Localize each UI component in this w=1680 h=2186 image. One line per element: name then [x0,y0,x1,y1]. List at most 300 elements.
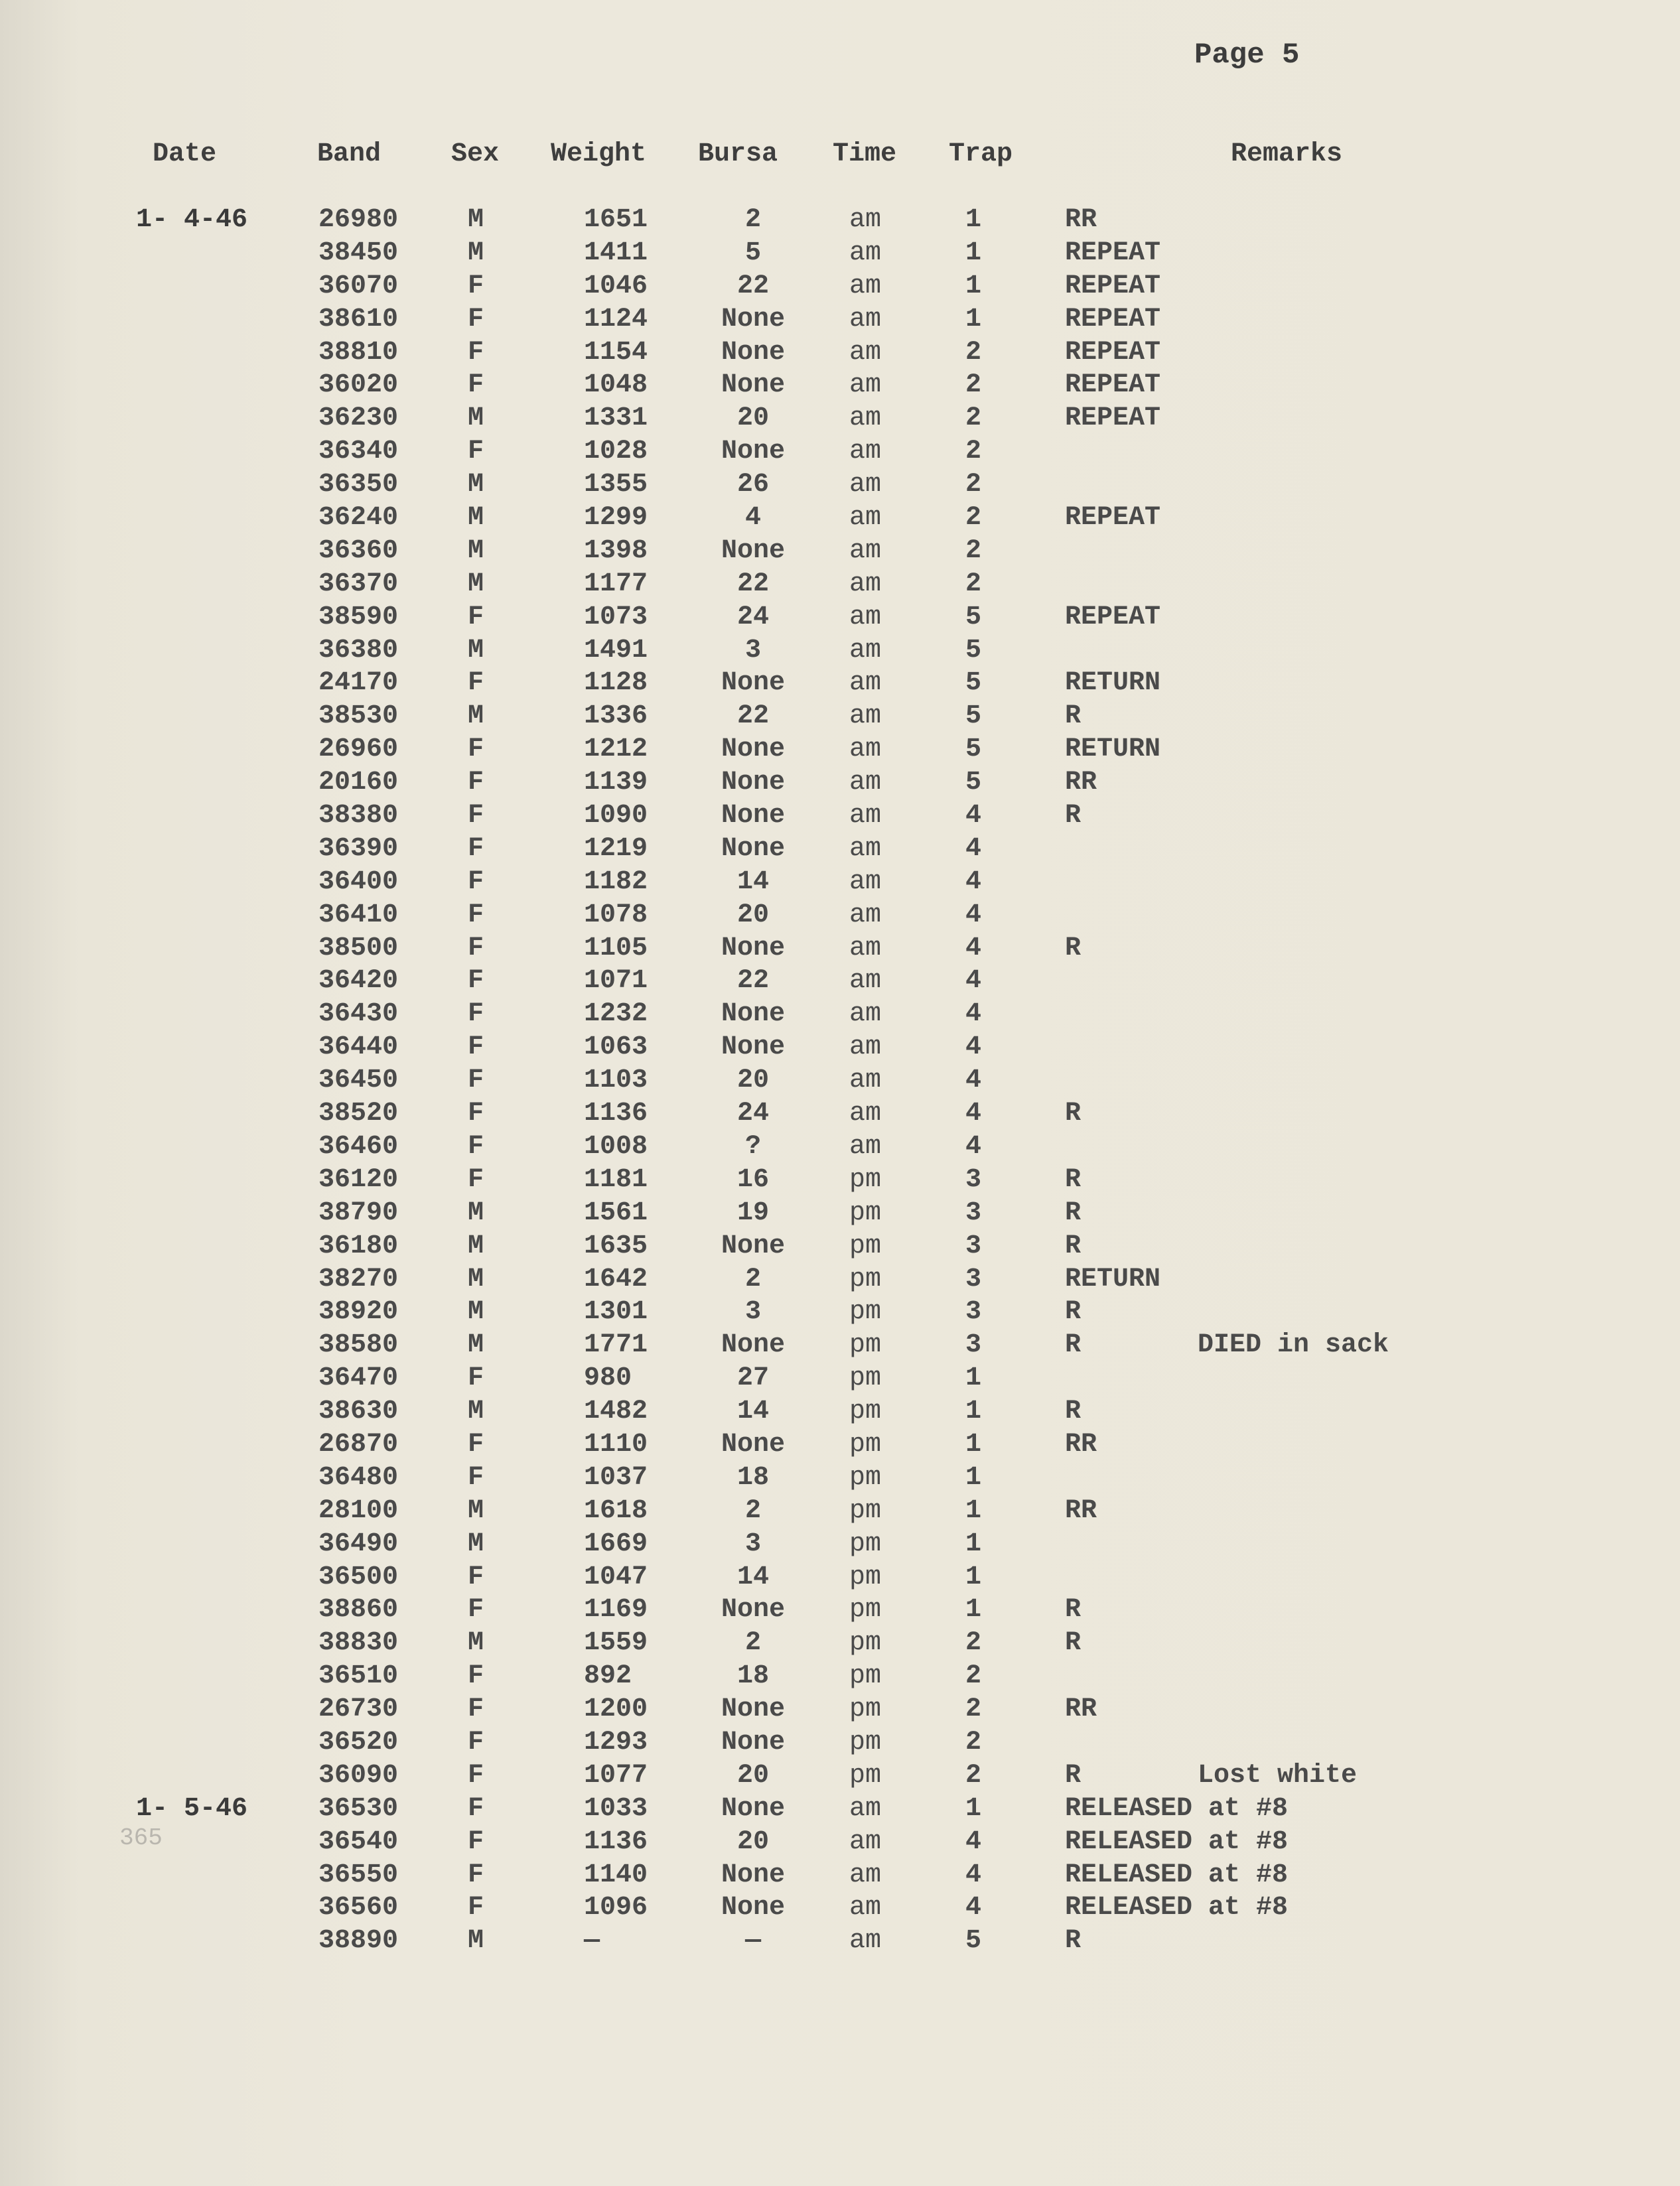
time-of-day: am [849,437,882,467]
table-row [0,237,1680,270]
time-of-day: am [849,966,882,996]
time-of-day: pm [849,1429,882,1460]
bursa-value: None [721,768,786,798]
header-date: Date [153,139,217,169]
bursa-value: 19 [736,1197,770,1228]
trap-number: 1 [965,1595,982,1625]
sex: F [468,734,484,765]
band-number: 36070 [318,271,399,301]
table-row [0,1660,1680,1693]
band-number: 36440 [318,1032,399,1063]
sex: F [468,966,484,996]
bursa-value: 14 [736,866,770,897]
band-number: 26870 [318,1429,399,1460]
bursa-value: None [721,437,786,467]
sex: M [468,1529,484,1559]
bursa-value: 24 [736,1099,770,1129]
time-of-day: am [849,304,882,334]
table-row [0,303,1680,336]
remark: RR [1065,768,1097,798]
bursa-value: None [721,337,786,368]
band-number: 26980 [318,205,399,235]
band-number: 36460 [318,1131,399,1162]
note: Lost white [1198,1760,1358,1791]
weight: 1105 [584,933,648,963]
weight: 1669 [584,1529,648,1559]
remark: REPEAT [1065,271,1161,301]
sex: F [468,1462,484,1493]
band-number: 38890 [318,1926,399,1956]
band-number: 36500 [318,1562,399,1592]
bursa-value: 22 [736,569,770,599]
weight: 1212 [584,734,648,765]
bursa-value: ? [744,1131,762,1162]
weight: 1181 [584,1164,648,1195]
table-row [0,766,1680,799]
remark: R [1065,801,1082,831]
bursa-value: 4 [744,503,762,533]
time-of-day: am [849,1926,882,1956]
trap-number: 4 [965,866,982,897]
time-of-day: pm [849,1694,882,1725]
table-row [0,601,1680,634]
time-of-day: am [849,933,882,963]
sex: M [468,1264,484,1294]
table-row [0,1097,1680,1130]
bursa-value: 2 [744,205,762,235]
weight: 1177 [584,569,648,599]
band-number: 36240 [318,503,399,533]
band-number: 36380 [318,635,399,665]
sex: M [468,1628,484,1659]
bursa-value: None [721,1330,786,1361]
table-row [0,899,1680,932]
weight: 1651 [584,205,648,235]
time-of-day: pm [849,1562,882,1592]
bursa-value: None [721,933,786,963]
table-row [0,1594,1680,1627]
time-of-day: am [849,1032,882,1063]
bursa-value: 26 [736,470,770,500]
remark: REPEAT [1065,238,1161,268]
band-number: 26960 [318,734,399,765]
remark: R [1065,1297,1082,1328]
trap-number: 4 [965,966,982,996]
sex: F [468,602,484,632]
bursa-value: None [721,535,786,566]
trap-number: 3 [965,1164,982,1195]
weight: 1071 [584,966,648,996]
band-number: 36410 [318,900,399,930]
time-of-day: am [849,635,882,665]
table-header [0,139,1680,179]
time-of-day: am [849,668,882,699]
remark: R [1065,1628,1082,1659]
band-number: 20160 [318,768,399,798]
remark: RETURN [1065,668,1161,699]
weight: 1559 [584,1628,648,1659]
table-row [0,1925,1680,1958]
table-row [0,1793,1680,1826]
bursa-value: None [721,1429,786,1460]
weight: 1073 [584,602,648,632]
band-number: 36430 [318,999,399,1030]
band-number: 38500 [318,933,399,963]
sex: F [468,1099,484,1129]
time-of-day: am [849,271,882,301]
trap-number: 4 [965,801,982,831]
band-number: 38520 [318,1099,399,1129]
band-number: 38270 [318,1264,399,1294]
band-number: 38830 [318,1628,399,1659]
bursa-value: 20 [736,403,770,434]
band-number: 38590 [318,602,399,632]
band-number: 38790 [318,1197,399,1228]
trap-number: 1 [965,1562,982,1592]
sex: M [468,1926,484,1956]
time-of-day: pm [849,1231,882,1261]
weight: 1136 [584,1099,648,1129]
sex: F [468,768,484,798]
time-of-day: am [849,1099,882,1129]
sex: F [468,1429,484,1460]
table-row [0,1726,1680,1759]
table-row [0,667,1680,700]
sex: M [468,1197,484,1228]
time-of-day: am [849,1065,882,1096]
note: DIED in sack [1198,1330,1389,1361]
weight: 1110 [584,1429,648,1460]
time-of-day: am [849,1793,882,1824]
trap-number: 4 [965,1826,982,1857]
bursa-value: None [721,1727,786,1757]
weight: 1103 [584,1065,648,1096]
band-number: 26730 [318,1694,399,1725]
time-of-day: pm [849,1727,882,1757]
table-row [0,1693,1680,1726]
sex: M [468,403,484,434]
sex: F [468,999,484,1030]
band-number: 36520 [318,1727,399,1757]
bursa-value: 22 [736,271,770,301]
trap-number: 5 [965,701,982,732]
trap-number: 1 [965,205,982,235]
trap-number: 2 [965,337,982,368]
band-number: 38450 [318,238,399,268]
weight: 1090 [584,801,648,831]
band-number: 36360 [318,535,399,566]
time-of-day: am [849,602,882,632]
trap-number: 1 [965,238,982,268]
weight: 1136 [584,1826,648,1857]
time-of-day: am [849,900,882,930]
trap-number: 4 [965,999,982,1030]
table-row [0,1263,1680,1296]
sex: F [468,437,484,467]
bursa-value: 3 [744,635,762,665]
band-number: 36530 [318,1793,399,1824]
weight: 1063 [584,1032,648,1063]
band-number: 38630 [318,1397,399,1427]
bursa-value: None [721,801,786,831]
sex: F [468,1760,484,1791]
sex: F [468,1694,484,1725]
trap-number: 4 [965,1099,982,1129]
band-number: 36350 [318,470,399,500]
weight: 1301 [584,1297,648,1328]
remark: R [1065,1197,1082,1228]
time-of-day: pm [849,1462,882,1493]
band-number: 36090 [318,1760,399,1791]
bursa-value: None [721,999,786,1030]
time-of-day: am [849,1860,882,1890]
remark: R [1065,1397,1082,1427]
table-row [0,435,1680,468]
trap-number: 5 [965,734,982,765]
band-number: 38580 [318,1330,399,1361]
weight: 1561 [584,1197,648,1228]
sex: F [468,1893,484,1923]
sex: M [468,470,484,500]
sex: F [468,801,484,831]
sex: F [468,1826,484,1857]
remark: R [1065,1595,1082,1625]
remark: R [1065,1760,1082,1791]
band-number: 38920 [318,1297,399,1328]
weight: 1028 [584,437,648,467]
sex: F [468,1363,484,1394]
table-row [0,1296,1680,1329]
remark: R [1065,701,1082,732]
time-of-day: am [849,866,882,897]
weight: 1008 [584,1131,648,1162]
bursa-value: None [721,304,786,334]
time-of-day: am [849,833,882,864]
sex: F [468,900,484,930]
band-number: 36020 [318,370,399,401]
header-sex: Sex [451,139,500,169]
bursa-value: None [721,1032,786,1063]
bursa-value: 2 [744,1628,762,1659]
trap-number: 2 [965,370,982,401]
sex: F [468,1595,484,1625]
trap-number: 2 [965,403,982,434]
trap-number: 2 [965,503,982,533]
time-of-day: pm [849,1197,882,1228]
sex: F [468,337,484,368]
time-of-day: am [849,801,882,831]
sex: F [468,933,484,963]
table-row [0,1627,1680,1660]
weight: 1355 [584,470,648,500]
time-of-day: pm [849,1264,882,1294]
bursa-value: 3 [744,1297,762,1328]
sex: F [468,1793,484,1824]
time-of-day: pm [849,1595,882,1625]
table-row [0,932,1680,965]
band-number: 36490 [318,1529,399,1559]
remark: REPEAT [1065,337,1161,368]
bursa-value: None [721,1860,786,1890]
table-row [0,369,1680,402]
table-row [0,998,1680,1031]
remark: RELEASED at #8 [1065,1793,1289,1824]
sex: F [468,1164,484,1195]
sex: F [468,1860,484,1890]
bursa-value: 3 [744,1529,762,1559]
sex: M [468,1231,484,1261]
sex: F [468,866,484,897]
trap-number: 3 [965,1264,982,1294]
bursa-value: 20 [736,900,770,930]
remark: R [1065,1099,1082,1129]
table-row [0,1395,1680,1428]
trap-number: 1 [965,1429,982,1460]
weight: 1482 [584,1397,648,1427]
band-number: 36450 [318,1065,399,1096]
band-number: 36120 [318,1164,399,1195]
table-row [0,535,1680,568]
time-of-day: am [849,535,882,566]
trap-number: 5 [965,768,982,798]
trap-number: 1 [965,304,982,334]
time-of-day: pm [849,1164,882,1195]
record-date: 1- 5-46 [136,1793,248,1824]
bursa-value: 18 [736,1661,770,1692]
sex: F [468,370,484,401]
table-row [0,568,1680,601]
bursa-value: 22 [736,701,770,732]
remark: REPEAT [1065,370,1161,401]
remark: R [1065,933,1082,963]
time-of-day: am [849,569,882,599]
time-of-day: am [849,734,882,765]
remark: R [1065,1330,1082,1361]
time-of-day: am [849,470,882,500]
trap-number: 1 [965,1529,982,1559]
weight: 1219 [584,833,648,864]
table-row [0,733,1680,766]
time-of-day: am [849,1131,882,1162]
time-of-day: am [849,503,882,533]
time-of-day: am [849,337,882,368]
weight: 1411 [584,238,648,268]
time-of-day: pm [849,1297,882,1328]
time-of-day: am [849,768,882,798]
table-row [0,965,1680,998]
weight: 1331 [584,403,648,434]
table-row [0,1891,1680,1925]
band-number: 38530 [318,701,399,732]
bursa-value: 24 [736,602,770,632]
bursa-value: 2 [744,1495,762,1526]
time-of-day: pm [849,1363,882,1394]
header-remarks: Remarks [1231,139,1343,169]
trap-number: 1 [965,271,982,301]
trap-number: 5 [965,1926,982,1956]
bursa-value: None [721,668,786,699]
weight: 1078 [584,900,648,930]
weight: 1096 [584,1893,648,1923]
sex: F [468,668,484,699]
band-number: 36470 [318,1363,399,1394]
remark: RETURN [1065,734,1161,765]
sex: M [468,569,484,599]
weight: 1139 [584,768,648,798]
trap-number: 2 [965,1727,982,1757]
page-number: Page 5 [1194,38,1300,72]
remark: RR [1065,1694,1097,1725]
bursa-value: None [721,1893,786,1923]
remark: RELEASED at #8 [1065,1826,1289,1857]
weight: 1336 [584,701,648,732]
bursa-value: 18 [736,1462,770,1493]
sex: M [468,1330,484,1361]
time-of-day: am [849,999,882,1030]
time-of-day: pm [849,1661,882,1692]
sex: F [468,304,484,334]
table-row [0,270,1680,303]
band-number: 38380 [318,801,399,831]
trap-number: 3 [965,1330,982,1361]
header-time: Time [833,139,897,169]
table-row [0,1130,1680,1164]
bursa-value: None [721,1694,786,1725]
band-number: 36340 [318,437,399,467]
bursa-value: None [721,833,786,864]
weight: 1048 [584,370,648,401]
trap-number: 2 [965,437,982,467]
remark: R [1065,1231,1082,1261]
weight: 1491 [584,635,648,665]
sex: M [468,238,484,268]
sex: F [468,1065,484,1096]
remark: RR [1065,1429,1097,1460]
record-date: 1- 4-46 [136,205,248,235]
time-of-day: am [849,370,882,401]
table-row [0,1759,1680,1793]
weight: 1128 [584,668,648,699]
time-of-day: am [849,1826,882,1857]
band-number: 36540 [318,1826,399,1857]
weight: 1200 [584,1694,648,1725]
weight: 1182 [584,866,648,897]
weight: 1077 [584,1760,648,1791]
table-row [0,634,1680,667]
sex: F [468,1727,484,1757]
weight: 1037 [584,1462,648,1493]
bursa-value: 20 [736,1760,770,1791]
weight: 1232 [584,999,648,1030]
trap-number: 2 [965,470,982,500]
time-of-day: pm [849,1760,882,1791]
sex: F [468,1131,484,1162]
table-row [0,1164,1680,1197]
sex: M [468,503,484,533]
band-number: 36420 [318,966,399,996]
table-row [0,468,1680,502]
band-number: 36390 [318,833,399,864]
remark: R [1065,1164,1082,1195]
table-row [0,336,1680,370]
banding-records [0,204,1680,1958]
table-row [0,700,1680,733]
weight: 1642 [584,1264,648,1294]
band-number: 36510 [318,1661,399,1692]
bursa-value: 2 [744,1264,762,1294]
band-number: 28100 [318,1495,399,1526]
trap-number: 4 [965,933,982,963]
